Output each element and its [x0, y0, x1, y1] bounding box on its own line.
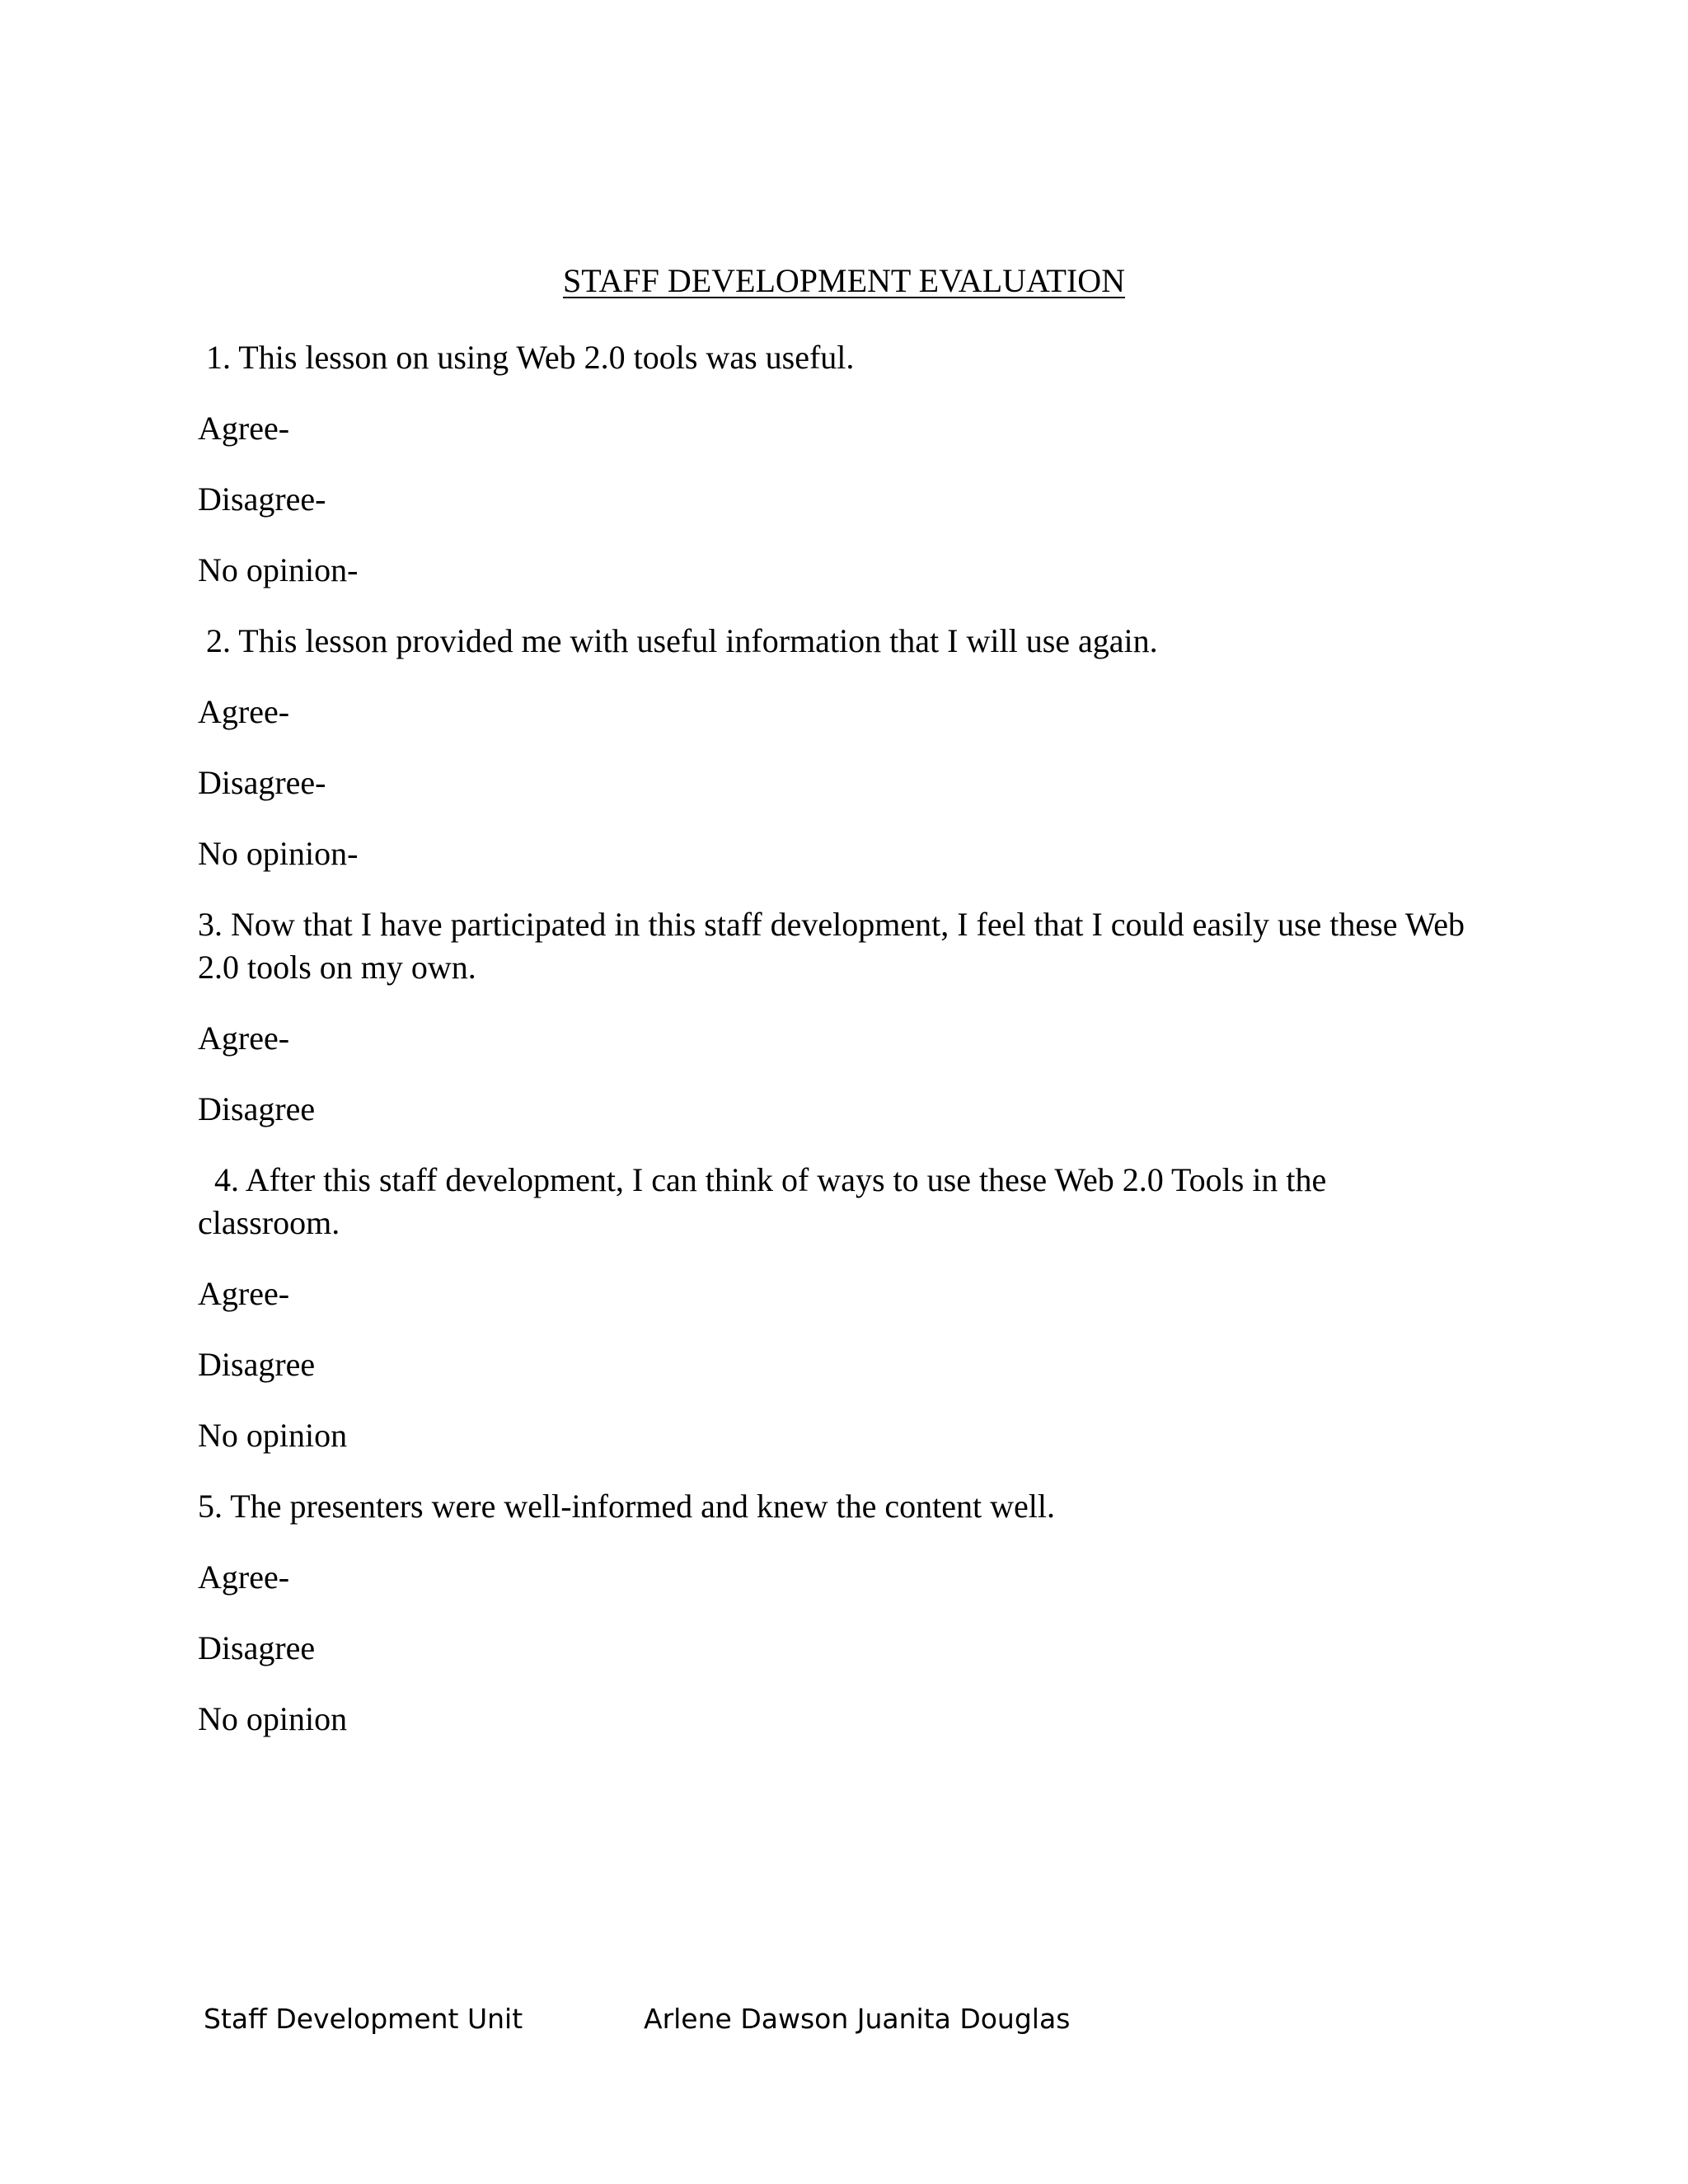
question-5-text: 5. The presenters were well-informed and knew the content well. [198, 1488, 1055, 1525]
question-2-text: 2. This lesson provided me with useful information that I will use again. [198, 622, 1158, 659]
question-5-option-agree: Agree- [198, 1558, 290, 1596]
footer-unit: Staff Development Unit [204, 2003, 523, 2035]
question-1-text: 1. This lesson on using Web 2.0 tools was useful. [198, 339, 855, 376]
question-3-option-agree: Agree- [198, 1019, 290, 1057]
question-3-text-continued: 2.0 tools on my own. [198, 949, 476, 986]
question-5-option-no-opinion: No opinion [198, 1700, 348, 1737]
question-1-option-disagree: Disagree- [198, 480, 326, 518]
question-4-text: 4. After this staff development, I can think of ways to use these Web 2.0 Tools in the [198, 1161, 1327, 1198]
question-3-text: 3. Now that I have participated in this staff development, I feel that I could easily use these Web [198, 906, 1465, 943]
question-2-option-no-opinion: No opinion- [198, 835, 359, 872]
question-1-option-no-opinion: No opinion- [198, 551, 359, 588]
question-2-option-agree: Agree- [198, 693, 290, 730]
question-4-text-continued: classroom. [198, 1204, 340, 1241]
question-4-option-disagree: Disagree [198, 1346, 316, 1383]
question-5-option-disagree: Disagree [198, 1629, 316, 1666]
question-2-option-disagree: Disagree- [198, 764, 326, 801]
question-4-option-agree: Agree- [198, 1275, 290, 1312]
question-1-option-agree: Agree- [198, 410, 290, 447]
page-title: STAFF DEVELOPMENT EVALUATION [562, 262, 1125, 299]
footer-authors: Arlene Dawson Juanita Douglas [644, 2003, 1071, 2035]
question-3-option-disagree: Disagree [198, 1090, 316, 1127]
question-4-option-no-opinion: No opinion [198, 1417, 348, 1454]
